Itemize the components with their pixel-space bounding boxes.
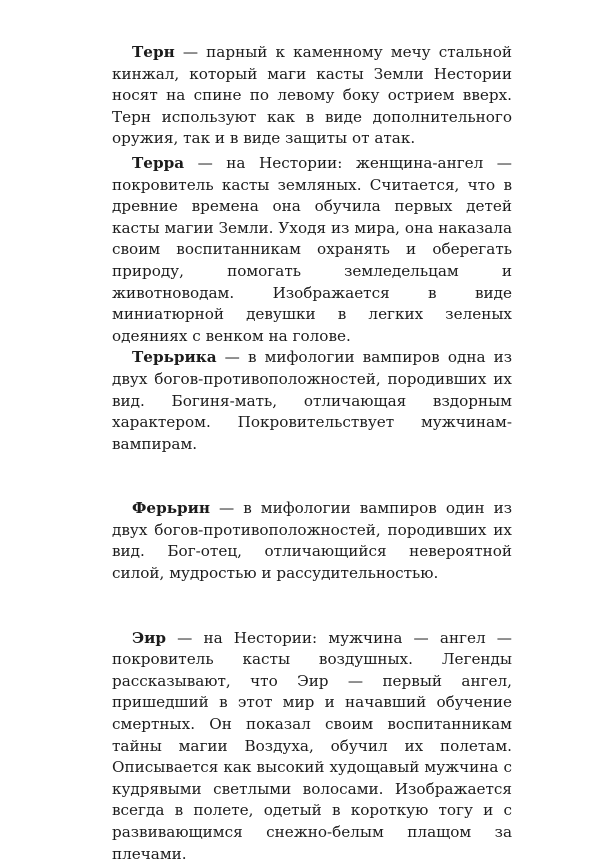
entry-spacer [112, 585, 512, 628]
entry-term: Ферьрин [132, 499, 210, 518]
entry-definition: — в мифологии вампиров один из двух богов-противоположностей, породивших их вид. Бог-отец, отличающийся невероятной силой, мудростью и рассудительностью. [112, 499, 512, 583]
entry-definition: — парный к каменному мечу стальной кинжал, который маги касты Земли Нестории носят на спине по левому боку острием вверх. Терн используют как в виде дополнительного оружия, так и в виде защиты от атак. [112, 43, 512, 148]
entry-definition: — в мифологии вампиров одна из двух богов-противоположностей, породивших их вид. Богиня-мать, отличающая вздорным характером. Покровительствует мужчинам-вампирам. [112, 348, 512, 453]
glossary-entry-terrika [112, 347, 512, 455]
entry-term: Терн [132, 43, 175, 61]
glossary-page [112, 42, 512, 865]
entry-definition: — на Нестории: женщина-ангел — покровитель касты земляных. Считается, что в древние времена она обучила первых детей касты магии Земли. Уходя из мира, она наказала своим воспитанникам охранять и оберегать природу, помогать земледельцам и животноводам. Изображается в виде миниатюрной девушки в легких зеленых одеяниях с венком на голове. [112, 153, 512, 345]
glossary-entry-ferrin [112, 498, 512, 584]
entry-definition: — на Нестории: мужчина — ангел — покровитель касты воздушных. Легенды рассказывают, что Эир — первый ангел, пришедший в этот мир и начавший обучение смертных. Он показал своим воспитанникам тайны магии Воздуха, обучил их полетам. Описывается как высокий худощавый мужчина с кудрявыми светлыми волосами. Изображается всегда в полете, одетый в короткую тогу и с развивающимся снежно-белым плащом за плечами. [112, 628, 512, 863]
entry-term: Терьрика [132, 348, 217, 367]
glossary-entry-eir [112, 628, 512, 865]
entry-term: Эир [132, 628, 166, 647]
glossary-entry-terra [112, 153, 512, 347]
entry-spacer [112, 455, 512, 498]
glossary-entry-tern [112, 42, 512, 150]
entry-term: Терра [132, 153, 185, 172]
